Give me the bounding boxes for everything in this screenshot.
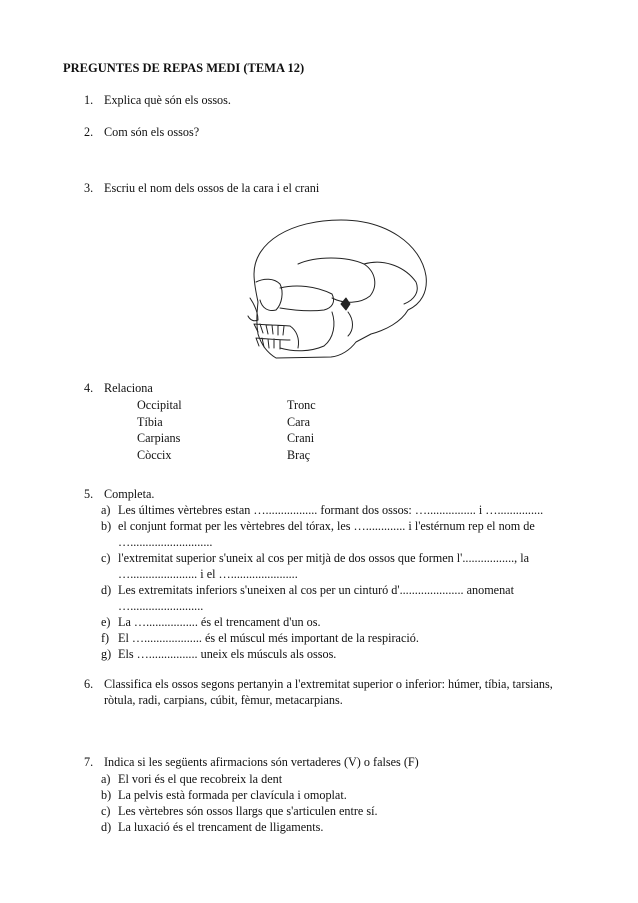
match-right-column — [287, 397, 316, 463]
completion-item-a: a) Les últimes vèrtebres estan …................. formant dos ossos: …................ i …............... — [101, 503, 544, 517]
match-right-item: Cara — [287, 414, 311, 429]
statement-b: b) La pelvis està formada per clavícula i omoplat. — [101, 788, 347, 802]
skull-illustration — [236, 212, 436, 372]
match-left-column — [137, 397, 182, 463]
skull-outline — [254, 220, 426, 358]
question-7 — [84, 755, 419, 770]
question-text: Explica què són els ossos. — [104, 93, 231, 107]
match-right-item: Crani — [287, 431, 315, 445]
statement-c: c) Les vèrtebres són ossos llargs que s'articulen entre sí. — [101, 804, 378, 818]
question-text: Relaciona — [104, 381, 153, 395]
statement-d: d) La luxació és el trencament de lligaments. — [101, 820, 324, 834]
completion-item-f: f) El …................... és el múscul més important de la respiració. — [101, 631, 419, 645]
question-3 — [84, 181, 319, 196]
question-6 — [84, 677, 553, 692]
completion-item-b: b) el conjunt format per les vèrtebres del tórax, les …............. i l'estérnum rep el nom de — [101, 519, 535, 533]
question-number: 7. — [84, 755, 94, 769]
match-left-item: Còccix — [137, 447, 172, 462]
match-left-item: Occipital — [137, 398, 182, 412]
mandible — [280, 312, 334, 351]
completion-item-e: e) La …................. és el trencament d'un os. — [101, 615, 321, 629]
question-2 — [84, 125, 199, 140]
completion-item-d: d) Les extremitats inferiors s'uneixen al cos per un cinturó d'..................... anomenat — [101, 583, 514, 597]
statement-a: a) El vori és el que recobreix la dent — [101, 772, 283, 786]
question-number: 2. — [84, 125, 94, 139]
match-left-item: Carpians — [137, 431, 181, 445]
eye-socket — [256, 279, 282, 310]
match-left-item: Tíbia — [137, 414, 163, 429]
question-text: Com són els ossos? — [104, 125, 200, 139]
question-number: 3. — [84, 181, 94, 195]
completion-item-b-cont: …........................... — [118, 535, 213, 549]
question-text: Classifica els ossos segons pertanyin a l'extremitat superior o inferior: húmer, tíbia, tarsians, — [104, 677, 553, 691]
lower-teeth — [256, 338, 290, 349]
question-6-cont: ròtula, radi, carpians, cúbit, fèmur, metacarpians. — [104, 693, 343, 707]
completion-item-d-cont: …........................ — [118, 599, 204, 613]
completion-item-c-cont: …...................... i el …...................... — [118, 567, 298, 581]
jaw-ramus — [290, 326, 299, 348]
completion-item-c: c) l'extremitat superior s'uneix al cos per mitjà de dos ossos que formen l'................., la — [101, 551, 530, 565]
nasal-cavity — [248, 298, 258, 321]
completion-item-g: g) Els …................ uneix els músculs als ossos. — [101, 647, 337, 661]
mastoid-process — [348, 312, 353, 336]
question-number: 5. — [84, 487, 94, 501]
question-text: Completa. — [104, 487, 155, 501]
page-title: PREGUNTES DE REPAS MEDI (TEMA 12) — [63, 61, 305, 75]
question-1 — [84, 93, 231, 108]
upper-teeth — [254, 324, 290, 335]
question-text: Escriu el nom dels ossos de la cara i el crani — [104, 181, 320, 195]
question-4 — [84, 381, 153, 396]
question-5 — [84, 487, 154, 502]
match-right-item: Braç — [287, 447, 311, 462]
match-right-item: Tronc — [287, 398, 316, 412]
question-number: 1. — [84, 93, 94, 107]
question-text: Indica si les següents afirmacions són vertaderes (V) o falses (F) — [104, 755, 419, 769]
ear-opening — [341, 298, 350, 310]
temporal-suture — [298, 258, 375, 302]
cheekbone — [280, 286, 334, 311]
question-number: 6. — [84, 677, 94, 691]
question-number: 4. — [84, 381, 94, 395]
parietal-suture — [364, 262, 417, 304]
